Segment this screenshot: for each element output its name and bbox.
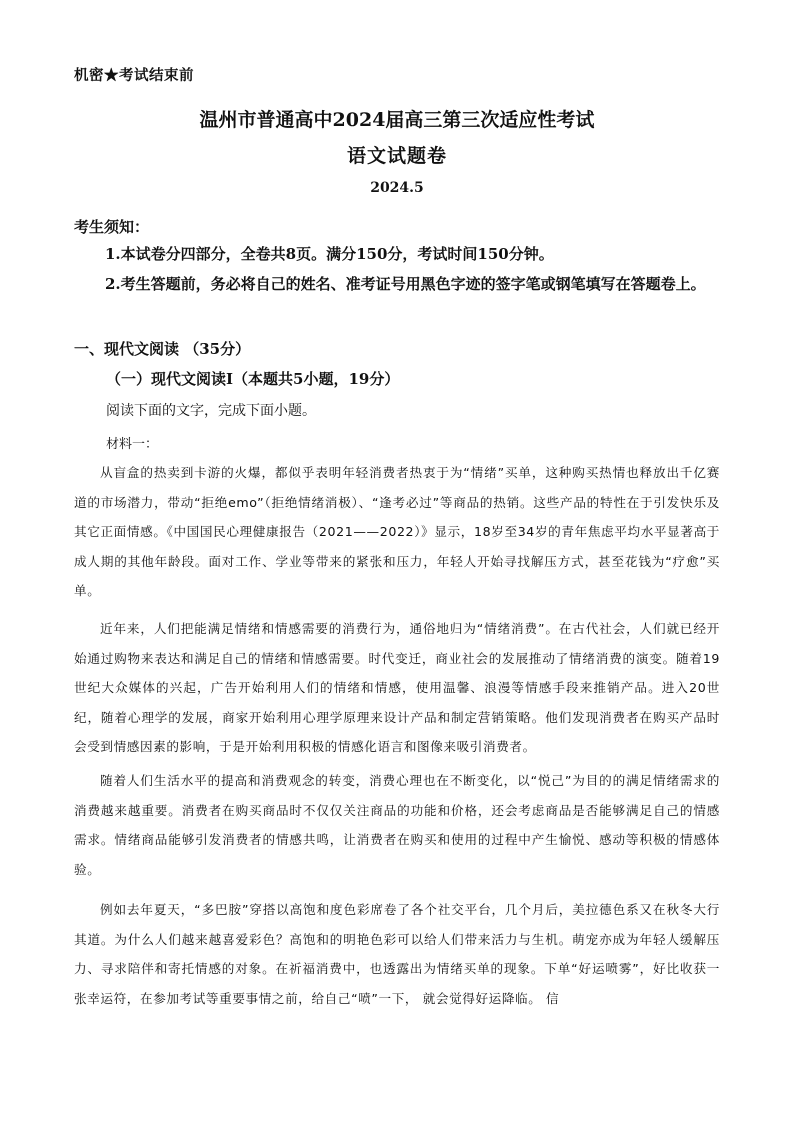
body-paragraph: 随着人们生活水平的提高和消费观念的转变，消费心理也在不断变化，以“悦己”为目的的满足情绪需求的消费越来越重要。消费者在购买商品时不仅仅关注商品的功能和价格，还会考虑商品是否能够满足自己的情感需求。情绪商品能够引发消费者的情感共鸣，让消费者在购买和使用的过程中产生愉悦、感动等积极的情感体验。 [74,773,720,877]
exam-title: 温州市普通高中2024届高三第三次适应性考试 [199,109,595,131]
exam-date: 2024.5 [370,180,424,196]
body-paragraph: 例如去年夏天，“多巴胺”穿搭以高饱和度色彩席卷了各个社交平台，几个月后，美拉德色系又在秋冬大行其道。为什么人们越来越喜爱彩色？高饱和的明艳色彩可以给人们带来活力与生机。萌宠亦成为年轻人缓解压力、寻求陪伴和寄托情感的对象。在祈福消费中，也透露出为情绪买单的现象。下单“好运喷雾”，好比收获一张幸运符，在参加考试等重要事情之前，给自己“喷”一下， 就会觉得好运降临。 信 [74,902,720,1006]
material-label: 材料一： [106,437,159,452]
notice-title: 考生须知： [74,218,150,236]
notice-item: 2.考生答题前，务必将自己的姓名、准考证号用黑色字迹的签字笔或钢笔填写在答题卷上。 [105,275,706,293]
sub-section-heading: （一）现代文阅读Ⅰ（本题共5小题，19分） [106,370,400,388]
part-heading: 一、现代文阅读 （35分） [74,340,251,358]
paper-subtitle: 语文试题卷 [346,145,447,167]
reading-instruction: 阅读下面的文字，完成下面小题。 [106,403,316,419]
body-paragraph: 近年来，人们把能满足情绪和情感需要的消费行为，通俗地归为“情绪消费”。在古代社会，人们就已经开始通过购物来表达和满足自己的情绪和情感需要。时代变迁，商业社会的发展推动了情绪消费的演变。随着19世纪大众媒体的兴起，广告开始利用人们的情绪和情感，使用温馨、浪漫等情感手段来推销产品。进入20世纪，随着心理学的发展，商家开始利用心理学原理来设计产品和制定营销策略。他们发现消费者在购买产品时会受到情感因素的影响，于是开始利用积极的情感化语言和图像来吸引消费者。 [74,621,720,754]
confidential-label: 机密★考试结束前 [74,67,194,84]
body-paragraph: 从盲盒的热卖到卡游的火爆，都似乎表明年轻消费者热衷于为“情绪”买单，这种购买热情也释放出千亿赛道的市场潜力，带动“拒绝emo”（拒绝情绪消极）、“逢考必过”等商品的热销。这些产品的特性在于引发快乐及其它正面情感。《中国国民心理健康报告（2021——2022）》显示，18岁至34岁的青年焦虑平均水平显著高于成人期的其他年龄段。面对工作、学业等带来的紧张和压力，年轻人开始寻找解压方式，甚至花钱为“疗愈”买单。 [74,465,720,598]
notice-item: 1.本试卷分四部分，全卷共8页。满分150分，考试时间150分钟。 [105,245,554,263]
